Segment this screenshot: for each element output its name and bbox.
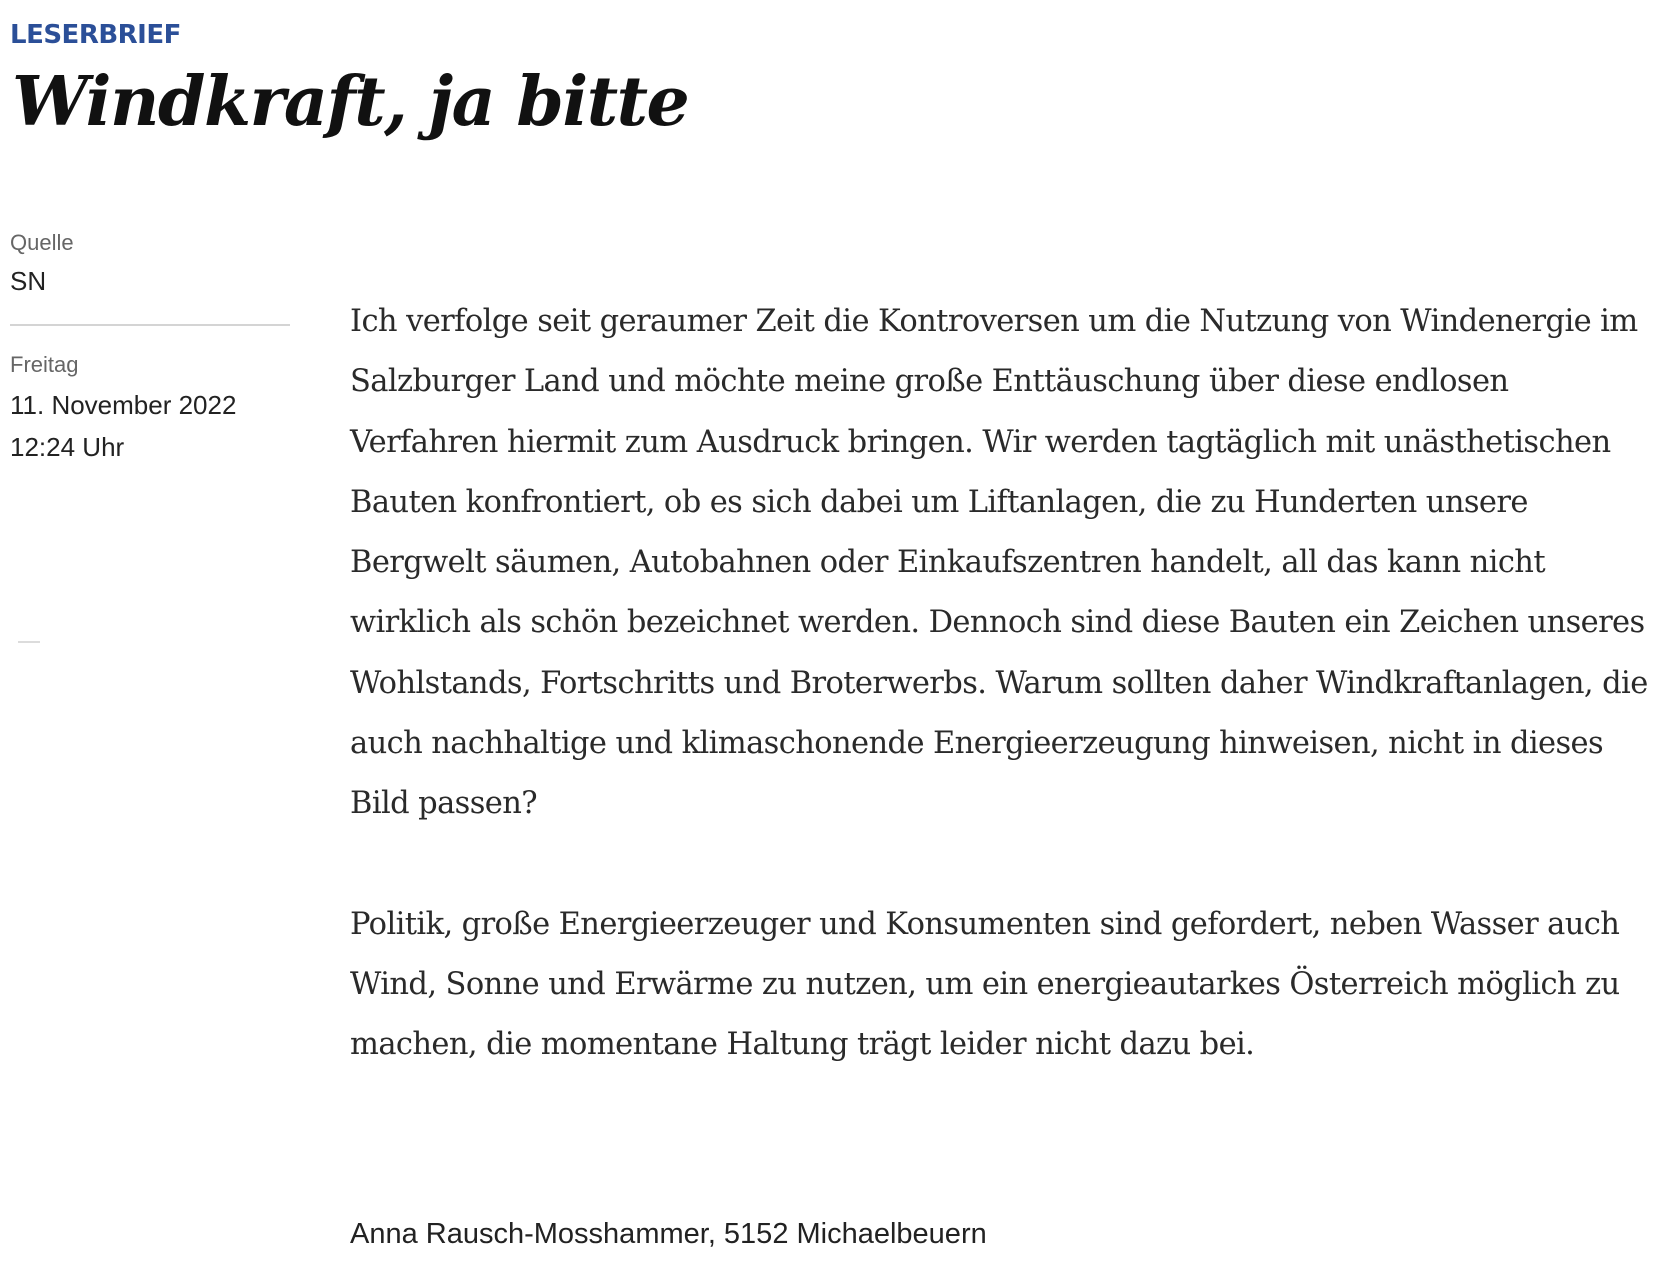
article-paragraph: Politik, große Energieerzeuger und Konsumenten sind gefordert, neben Wasser auch Wind, Sonne und Erwärme zu nutzen, um ein energieautarkes Österreich möglich zu machen, die momentane Haltung trägt leider nicht dazu bei. <box>350 906 1620 1063</box>
article-body <box>350 292 1650 1136</box>
publish-date: 11. November 2022 <box>10 390 237 420</box>
source-value: SN <box>10 266 47 296</box>
meta-dash-divider <box>18 641 40 643</box>
publish-time: 12:24 Uhr <box>10 432 125 462</box>
source-label: Quelle <box>10 230 74 255</box>
article-kicker: LESERBRIEF <box>10 20 181 50</box>
weekday-label: Freitag <box>10 352 79 377</box>
author-signature: Anna Rausch-Mosshammer, 5152 Michaelbeuern <box>350 1218 987 1250</box>
article-paragraph: Ich verfolge seit geraumer Zeit die Kontroversen um die Nutzung von Windenergie im Salzburger Land und möchte meine große Enttäuschung über diese endlosen Verfahren hiermit zum Ausdruck bringen. Wir werden tagtäglich mit unästhetischen Bauten konfrontiert, ob es sich dabei um Liftanlagen, die zu Hunderten unsere Bergwelt säumen, Autobahnen oder Einkaufszentren handelt, all das kann nicht wirklich als schön bezeichnet werden. Dennoch sind diese Bauten ein Zeichen unseres Wohlstands, Fortschritts und Broterwerbs. Warum sollten daher Windkraftanlagen, die auch nachhaltige und klimaschonende Energieerzeugung hinweisen, nicht in dieses Bild passen? <box>350 304 1648 822</box>
meta-divider <box>10 324 290 326</box>
article-title: Windkraft, ja bitte <box>12 62 689 142</box>
